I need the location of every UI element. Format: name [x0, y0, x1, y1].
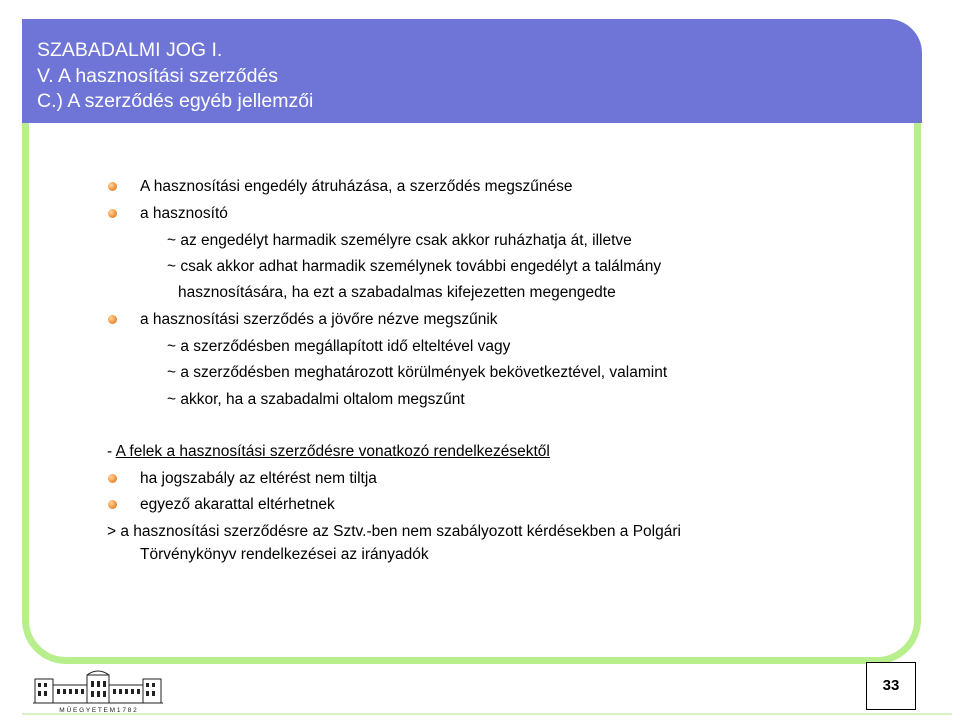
bullet-icon [108, 182, 117, 191]
bullet-icon [108, 500, 117, 509]
note-line-continuation: Törvénykönyv rendelkezései az irányadók [140, 546, 429, 563]
bullet-icon [108, 209, 117, 218]
slide-section-title: C.) A szerződés egyéb jellemzői [37, 90, 314, 112]
sub-item: ~ az engedélyt harmadik személyre csak akkor ruházhatja át, illetve [167, 232, 632, 249]
logo-text: M Ű E G Y E T E M 1 7 8 2 [59, 707, 137, 713]
sub-item: ~ akkor, ha a szabadalmi oltalom megszűnt [167, 391, 465, 408]
note-line: > a hasznosítási szerződésre az Sztv.-ben nem szabályozott kérdésekben a Polgári [107, 523, 681, 540]
bullet-item: a hasznosító [140, 205, 228, 222]
bullet-heading: A hasznosítási engedély átruházása, a szerződés megszűnése [140, 178, 573, 195]
bullet-item: egyező akarattal eltérhetnek [140, 496, 335, 513]
page-number: 33 [882, 677, 900, 694]
bullet-item: ha jogszabály az eltérést nem tiltja [140, 470, 377, 487]
bullet-icon [108, 315, 117, 324]
sub-item: ~ a szerződésben megállapított idő elteltével vagy [167, 338, 511, 355]
sub-item-continuation: hasznosítására, ha ezt a szabadalmas kifejezetten megengedte [178, 284, 616, 301]
bullet-item: a hasznosítási szerződés a jövőre nézve megszűnik [140, 311, 498, 328]
university-logo [33, 669, 163, 713]
underlined-heading: A felek a hasznosítási szerződésre vonatkozó rendelkezésektől [115, 443, 550, 460]
footer-rule [22, 713, 952, 715]
sub-item: ~ csak akkor adhat harmadik személynek további engedélyt a találmány [167, 258, 662, 275]
bullet-icon [108, 474, 117, 483]
dash-prefix: - [107, 443, 116, 460]
slide-title: SZABADALMI JOG I. [37, 39, 223, 61]
page-number-box [866, 662, 916, 710]
slide-subtitle: V. A hasznosítási szerződés [37, 65, 279, 87]
section-heading [107, 442, 550, 462]
sub-item: ~ a szerződésben meghatározott körülmények bekövetkeztével, valamint [167, 364, 668, 381]
